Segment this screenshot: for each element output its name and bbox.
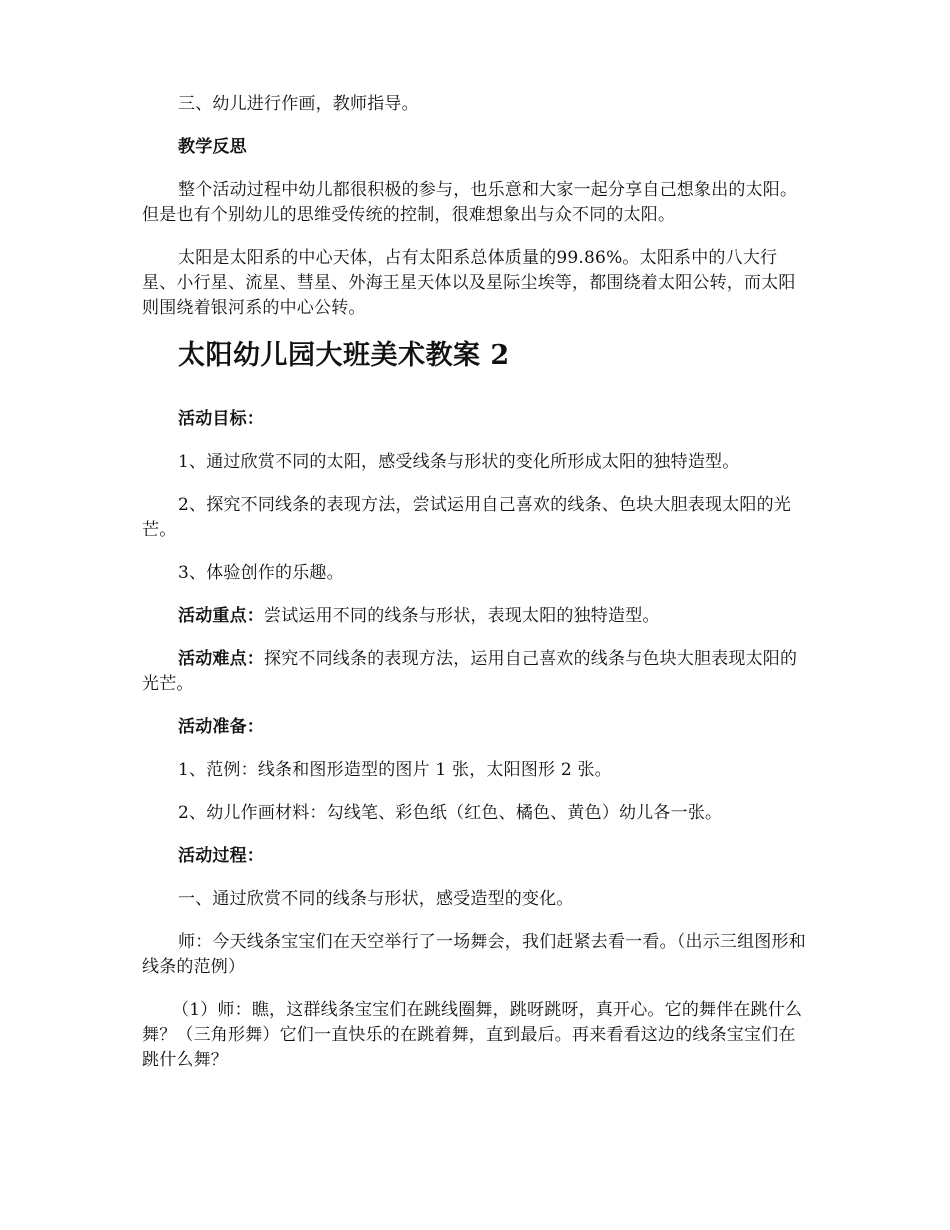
step-3-paragraph: 三、幼儿进行作画，教师指导。 bbox=[178, 94, 419, 114]
process-heading: 活动过程： bbox=[178, 846, 264, 866]
key-point-paragraph bbox=[142, 604, 810, 629]
difficulty-text: 探究不同线条的表现方法，运用自己喜欢的线条与色块大胆表现太阳的光芒。 bbox=[142, 649, 798, 694]
key-point-label: 活动重点： bbox=[178, 606, 264, 626]
prep-item-1: 1、范例：线条和图形造型的图片 1 张，太阳图形 2 张。 bbox=[178, 760, 612, 780]
prep-heading: 活动准备： bbox=[178, 717, 264, 737]
reflection-paragraph: 整个活动过程中幼儿都很积极的参与，也乐意和大家一起分享自己想象出的太阳。但是也有个别幼儿的思维受传统的控制，很难想象出与众不同的太阳。 bbox=[142, 180, 798, 225]
difficulty-label: 活动难点： bbox=[178, 649, 264, 669]
prep-item-2: 2、幼儿作画材料：勾线笔、彩色纸（红色、橘色、黄色）幼儿各一张。 bbox=[178, 803, 723, 823]
process-step-1: 一、通过欣赏不同的线条与形状，感受造型的变化。 bbox=[178, 889, 574, 909]
sun-fact-paragraph: 太阳是太阳系的中心天体，占有太阳系总体质量的99.86%。太阳系中的八大行星、小行星、流星、彗星、外海王星天体以及星际尘埃等，都围绕着太阳公转，而太阳则围绕着银河系的中心公转。 bbox=[142, 248, 796, 318]
lesson-title: 太阳幼儿园大班美术教案 2 bbox=[178, 340, 510, 371]
goals-heading: 活动目标： bbox=[178, 409, 264, 429]
goal-item-1: 1、通过欣赏不同的太阳，感受线条与形状的变化所形成太阳的独特造型。 bbox=[178, 452, 740, 472]
reflection-heading: 教学反思 bbox=[178, 137, 247, 157]
goal-item-2: 2、探究不同线条的表现方法，尝试运用自己喜欢的线条、色块大胆表现太阳的光芒。 bbox=[142, 495, 792, 540]
goal-item-3: 3、体验创作的乐趣。 bbox=[178, 563, 344, 583]
teacher-intro-paragraph: 师：今天线条宝宝们在天空举行了一场舞会，我们赶紧去看一看。（出示三组图形和线条的范例） bbox=[142, 932, 806, 977]
difficulty-paragraph bbox=[142, 647, 810, 697]
key-point-text: 尝试运用不同的线条与形状，表现太阳的独特造型。 bbox=[264, 606, 660, 626]
teacher-question-1: （1）师：瞧，这群线条宝宝们在跳线圈舞，跳呀跳呀，真开心。它的舞伴在跳什么舞？（三角形舞）它们一直快乐的在跳着舞，直到最后。再来看看这边的线条宝宝们在跳什么舞？ bbox=[142, 1000, 803, 1070]
document-page bbox=[142, 92, 810, 1091]
